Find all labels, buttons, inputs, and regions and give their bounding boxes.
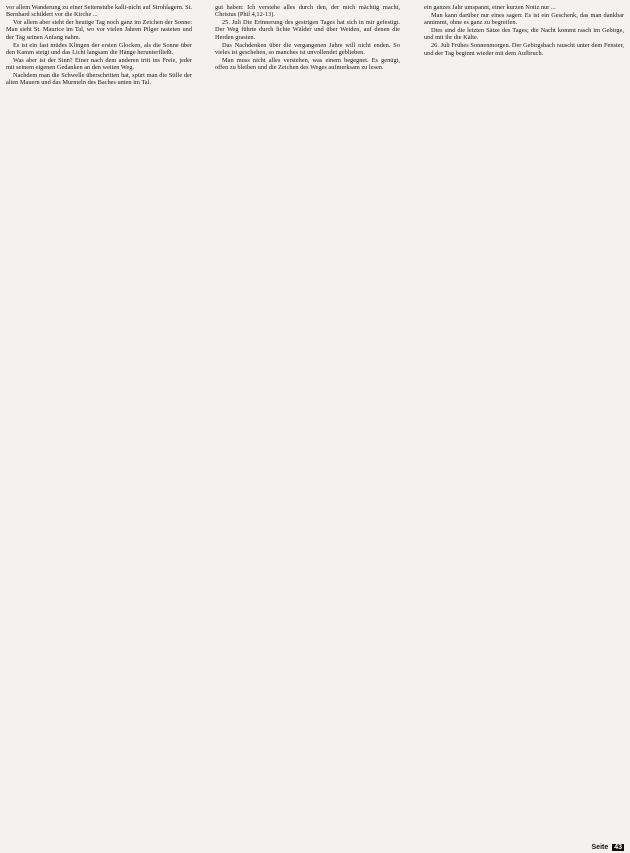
paragraph: 25. Juli Die Erinnerung des gestrigen Tages hat sich in mir gefestigt. Der Weg führte durch lichte Wälder und über Weiden, auf denen die Herden grasten. [215, 19, 400, 41]
paragraph: Man kann darüber nur eines sagen: Es ist ein Geschenk, das man dankbar annimmt, ohne es ganz zu begreifen. [424, 12, 624, 27]
paragraph: Man muss nicht alles verstehen, was einem begegnet. Es genügt, offen zu bleiben und die Zeichen des Weges aufmerksam zu lesen. [215, 56, 400, 71]
text-column-2 [215, 4, 400, 847]
text-column-1 [6, 4, 192, 847]
paragraph: Was aber ist der Sinn? Einer nach dem anderen tritt ins Freie, jeder mit seinem eigenen Gedanken an den weiten Weg. [6, 56, 192, 71]
text-column-3 [424, 4, 624, 847]
paragraph: Vor allem aber steht der heutige Tag noch ganz im Zeichen der Sonne: Man sieht St. Maurice im Tal, wo vor vielen Jahren Pilger rasteten und der Tag seinen Anfang nahm. [6, 19, 192, 41]
paragraph: Dies sind die letzten Sätze des Tages; die Nacht kommt rasch im Gebirge, und mit ihr die Kälte. [424, 27, 624, 42]
paragraph: 26. Juli Frühes Sonnenmorgen. Der Gebirgsbach rauscht unter dem Fenster, und der Tag beginnt wieder mit dem Aufbruch. [424, 42, 624, 57]
page-number: 43 [614, 844, 622, 851]
footer-label: Seite [591, 844, 609, 851]
paragraph: Es ist ein fast müdes Klingen der ersten Glocken, als die Sonne über den Kamm steigt und das Licht langsam die Hänge herunterfließt. [6, 41, 192, 56]
paragraph: Nachdem man die Schwelle überschritten hat, spürt man die Stille der alten Mauern und das Murmeln des Baches unten im Tal. [6, 71, 192, 87]
paragraph: gut haben: Ich verstehe alles durch den, der mich mächtig macht, Christus (Phil 4,12-13). [215, 4, 400, 19]
page-footer [592, 844, 624, 851]
paragraph: ein ganzes Jahr umspannt, einer kurzen Notiz nur ... [424, 4, 556, 11]
paragraph: vor allem Wanderung zu einer Seitenstube kalli-nicht auf Strohlagern. St. Bernhard schildert vor die Kirche ... [6, 4, 192, 19]
paragraph: Das Nachdenken über die vergangenen Jahre will nicht enden. So vieles ist geschehen, so manches ist unvollendet geblieben. [215, 41, 400, 56]
